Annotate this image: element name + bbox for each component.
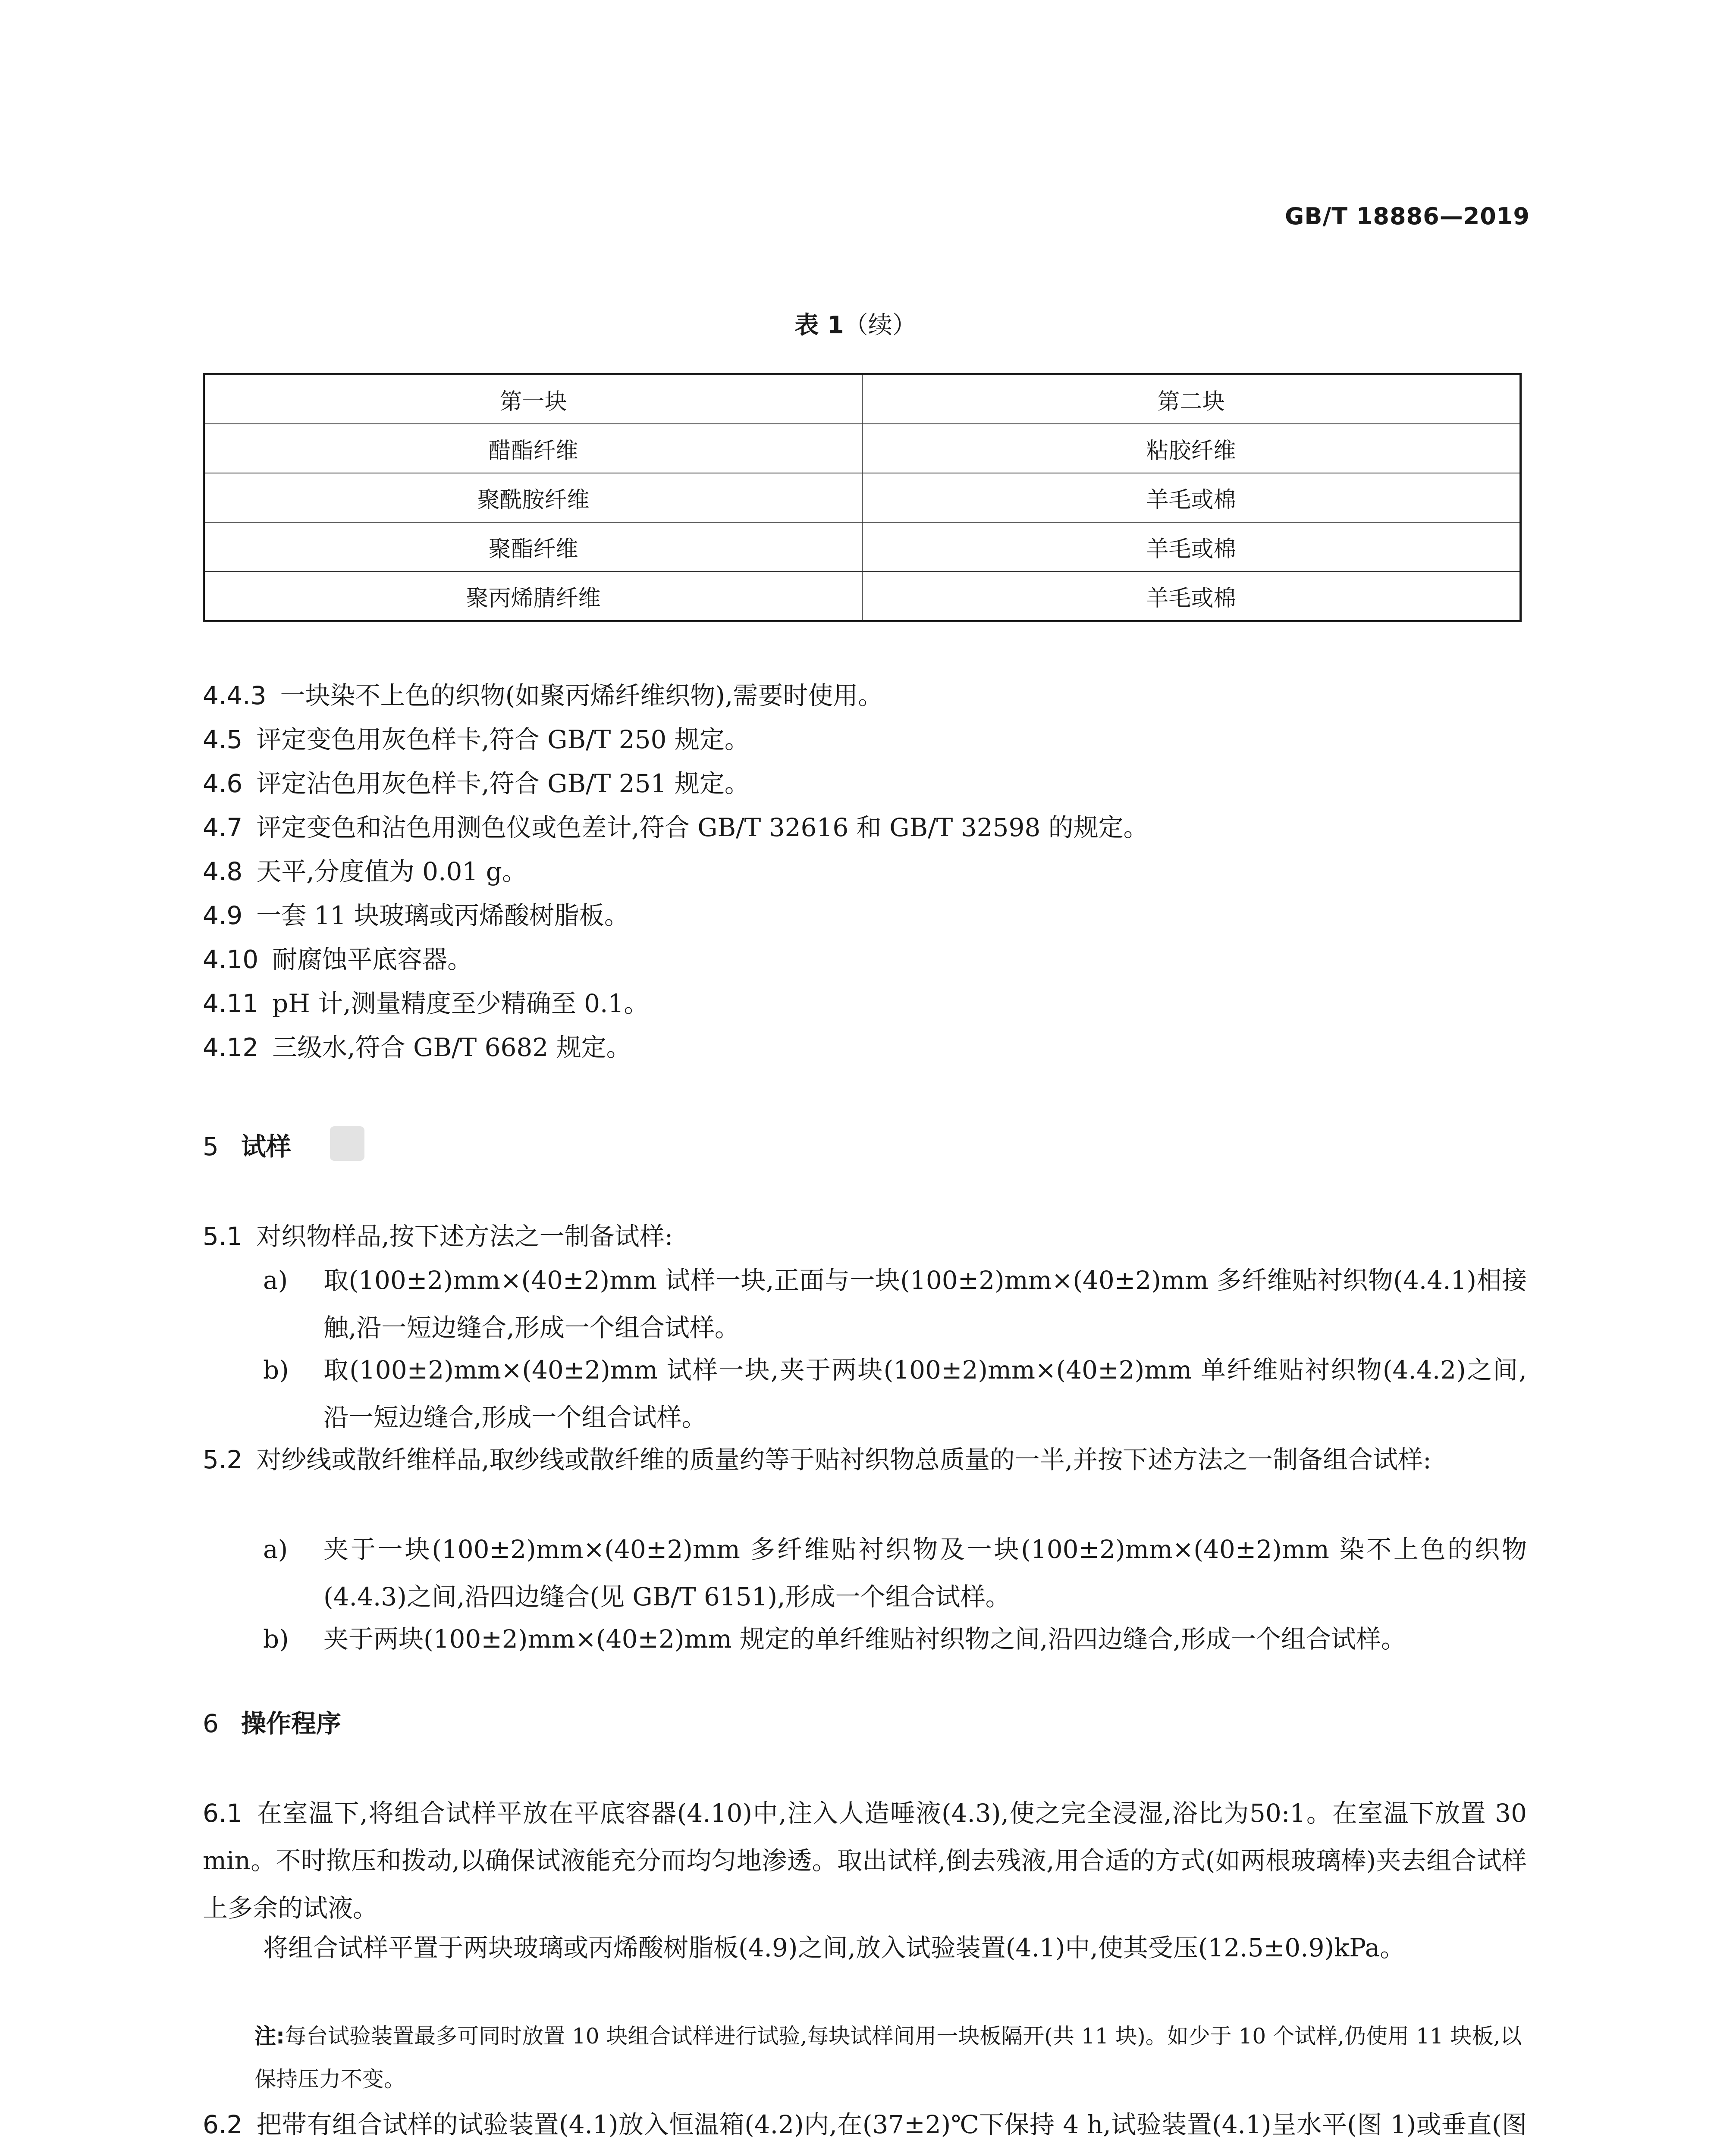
clause-text: 评定变色用灰色样卡,符合 GB/T 250 规定。 — [256, 725, 750, 754]
fiber-pairing-table — [203, 373, 1522, 622]
clause-4-10 — [203, 936, 1527, 983]
section-5-heading — [203, 1126, 291, 1163]
clause-number: 4.8 — [203, 857, 243, 886]
note-label: 注: — [254, 2024, 285, 2049]
table-cell: 聚酰胺纤维 — [204, 473, 863, 522]
clause-number: 4.11 — [203, 989, 259, 1018]
standard-code: GB/T 18886—2019 — [1285, 203, 1530, 230]
clause-6-1-paragraph-2: 将组合试样平置于两块玻璃或丙烯酸树脂板(4.9)之间,放入试验装置(4.1)中,使其受压(12.5±0.9)kPa。 — [263, 1933, 1405, 1962]
table-header-cell: 第一块 — [204, 374, 863, 424]
table-header-cell: 第二块 — [862, 374, 1521, 424]
table-cell: 醋酯纤维 — [204, 424, 863, 473]
item-label: b) — [263, 1624, 289, 1654]
clause-text: 对纱线或散纤维样品,取纱线或散纤维的质量约等于贴衬织物总质量的一半,并按下述方法之一制备组合试样: — [256, 1445, 1432, 1474]
clause-5-2-item-b — [263, 1615, 1527, 1663]
clause-number: 4.9 — [203, 901, 243, 930]
table-cell: 羊毛或棉 — [862, 522, 1521, 571]
note — [254, 2015, 1527, 2101]
item-text: 取(100±2)mm×(40±2)mm 试样一块,正面与一块(100±2)mm×(40±2)mm 多纤维贴衬织物(4.4.1)相接触,沿一短边缝合,形成一个组合试样。 — [323, 1266, 1527, 1342]
clause-text: 一套 11 块玻璃或丙烯酸树脂板。 — [256, 901, 629, 930]
table-row — [204, 424, 1521, 473]
clause-number: 6.1 — [203, 1799, 243, 1828]
item-label: b) — [263, 1355, 289, 1385]
clause-text: 三级水,符合 GB/T 6682 规定。 — [272, 1033, 631, 1062]
clause-text: 评定变色和沾色用测色仪或色差计,符合 GB/T 32616 和 GB/T 32598 的规定。 — [256, 813, 1149, 842]
clause-6-2 — [203, 2101, 1527, 2156]
clause-number: 4.7 — [203, 813, 243, 842]
clause-4-5 — [203, 716, 1527, 763]
clause-number: 5.2 — [203, 1445, 243, 1474]
clause-text: 评定沾色用灰色样卡,符合 GB/T 251 规定。 — [256, 769, 750, 798]
table-caption-suffix: （续） — [844, 311, 917, 339]
item-label: a) — [263, 1266, 288, 1295]
section-title: 试样 — [241, 1132, 291, 1161]
clause-4-7 — [203, 804, 1527, 851]
clause-4-12 — [203, 1024, 1527, 1071]
clause-5-1 — [203, 1213, 1527, 1260]
clause-text: 耐腐蚀平底容器。 — [272, 945, 473, 974]
section-title: 操作程序 — [241, 1709, 341, 1738]
clause-text: 对织物样品,按下述方法之一制备试样: — [256, 1222, 673, 1251]
item-label: a) — [263, 1535, 288, 1564]
page-mark — [330, 1126, 364, 1161]
clause-6-1 — [203, 1789, 1527, 1932]
clause-4-9 — [203, 892, 1527, 939]
table-cell: 羊毛或棉 — [862, 571, 1521, 621]
clause-number: 4.4.3 — [203, 681, 267, 710]
clause-number: 6.2 — [203, 2110, 243, 2139]
clause-number: 4.5 — [203, 725, 243, 754]
section-number: 6 — [203, 1709, 219, 1738]
clause-number: 5.1 — [203, 1222, 243, 1251]
table-cell: 聚丙烯腈纤维 — [204, 571, 863, 621]
table-header-row — [204, 374, 1521, 424]
clause-5-1-item-a — [263, 1257, 1527, 1351]
item-text: 取(100±2)mm×(40±2)mm 试样一块,夹于两块(100±2)mm×(40±2)mm 单纤维贴衬织物(4.4.2)之间,沿一短边缝合,形成一个组合试样。 — [323, 1355, 1527, 1432]
table-caption-number: 表 1 — [794, 311, 844, 339]
section-number: 5 — [203, 1132, 219, 1161]
clause-4-6 — [203, 760, 1527, 807]
clause-text: 天平,分度值为 0.01 g。 — [256, 857, 527, 886]
clause-4-4-3 — [203, 672, 1527, 719]
clause-text: 一块染不上色的织物(如聚丙烯纤维织物),需要时使用。 — [280, 681, 883, 710]
table-caption — [0, 306, 1711, 341]
clause-text: 把带有组合试样的试验装置(4.1)放入恒温箱(4.2)内,在(37±2)℃下保持 4 h,试验装置(4.1)呈水平(图 1)或垂直(图 — [256, 2110, 1527, 2139]
clause-4-8 — [203, 848, 1527, 895]
clause-5-2-item-a — [263, 1526, 1527, 1620]
table-row — [204, 473, 1521, 522]
item-text: 夹于一块(100±2)mm×(40±2)mm 多纤维贴衬织物及一块(100±2)mm×(40±2)mm 染不上色的织物(4.4.3)之间,沿四边缝合(见 GB/T 6151),形成一个组合试样。 — [323, 1535, 1527, 1611]
clause-5-2 — [203, 1436, 1527, 1483]
clause-number: 4.10 — [203, 945, 259, 974]
clause-5-1-item-b — [263, 1346, 1527, 1441]
clause-text: 在室温下,将组合试样平放在平底容器(4.10)中,注入人造唾液(4.3),使之完全浸湿,浴比为50:1。在室温下放置 30 min。不时揿压和拨动,以确保试液能充分而均匀地渗透。取出试样,倒去残液,用合适的方式(如两根玻璃棒)夹去组合试样上多余的试液。 — [203, 1799, 1527, 1923]
clause-number: 4.12 — [203, 1033, 259, 1062]
table-cell: 聚酯纤维 — [204, 522, 863, 571]
clause-4-11 — [203, 980, 1527, 1027]
table-cell: 粘胶纤维 — [862, 424, 1521, 473]
table-cell: 羊毛或棉 — [862, 473, 1521, 522]
item-text: 夹于两块(100±2)mm×(40±2)mm 规定的单纤维贴衬织物之间,沿四边缝合,形成一个组合试样。 — [323, 1624, 1406, 1654]
table-row — [204, 522, 1521, 571]
table-row — [204, 571, 1521, 621]
section-6-heading — [203, 1703, 341, 1739]
clause-number: 4.6 — [203, 769, 243, 798]
note-text: 每台试验装置最多可同时放置 10 块组合试样进行试验,每块试样间用一块板隔开(共 11 块)。如少于 10 个试样,仍使用 11 块板,以保持压力不变。 — [254, 2024, 1522, 2092]
clause-text: pH 计,测量精度至少精确至 0.1。 — [272, 989, 649, 1018]
